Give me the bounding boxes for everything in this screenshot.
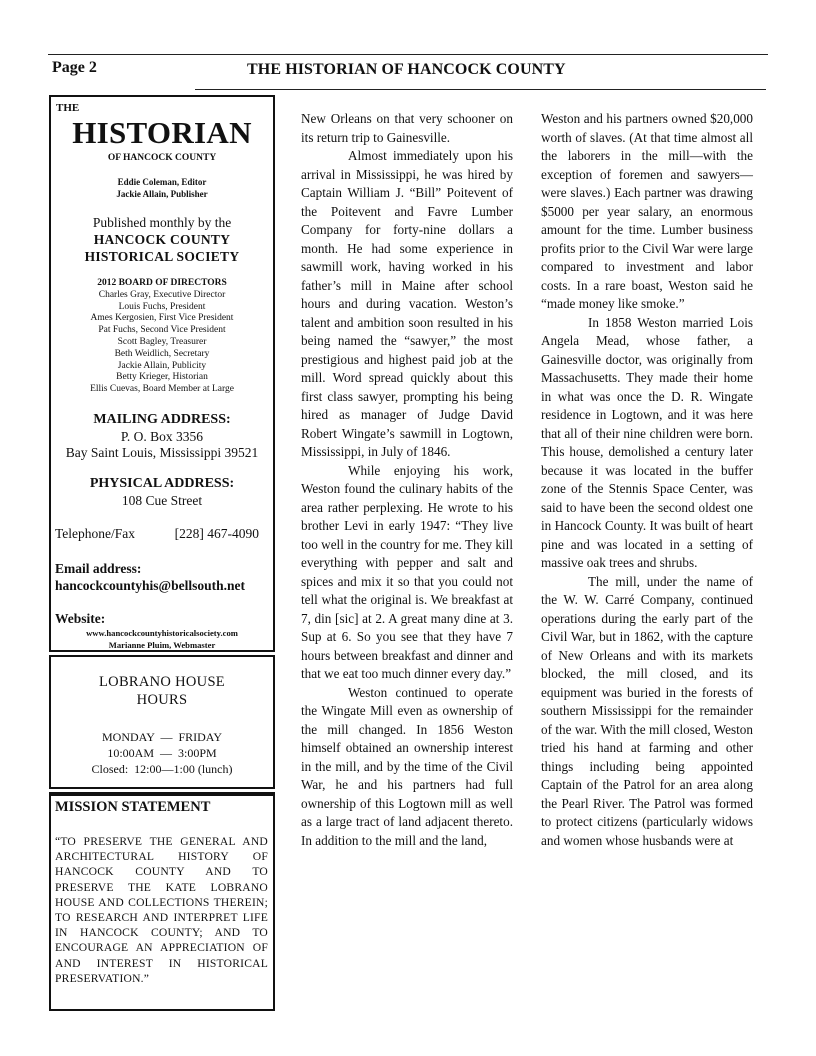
mailing-line-2: Bay Saint Louis, Mississippi 39521	[65, 445, 259, 460]
hours-closed: Closed: 12:00—1:00 (lunch)	[91, 762, 233, 776]
published-by: Published monthly by the	[92, 215, 232, 230]
article-paragraph: The mill, under the name of the W. W. Carré Company, continued operations during the early part of the Civil War, but in 1862, with the capture of New Orleans and with its markets blocked, the mill closed, and its equipment was buried in the forests of southern Mississippi for the remainder of the war. With the mill closed, Weston tried his hand at farming and other things including being appointed Captain of the Patrol for an area along the Pearl River. The Patrol was formed to protect citizens (particularly widows and women whose husbands were at	[541, 573, 753, 848]
publisher-line: Jackie Allain, Publisher	[116, 188, 208, 199]
board-member: Beth Weidlich, Secretary	[114, 348, 210, 359]
page-number: Page 2	[52, 59, 97, 76]
board-heading: 2012 BOARD OF DIRECTORS	[97, 278, 227, 288]
article-column-2	[541, 110, 753, 850]
mailing-address	[51, 412, 273, 462]
board-member: Ames Kergosien, First Vice President	[90, 313, 234, 324]
email-block	[55, 561, 273, 594]
board-member: Betty Krieger, Historian	[116, 372, 208, 383]
header-rule-top	[48, 54, 768, 55]
editor-line: Eddie Coleman, Editor	[117, 177, 207, 187]
society-line-2: HISTORICAL SOCIETY	[84, 249, 240, 264]
physical-heading: PHYSICAL ADDRESS:	[89, 476, 235, 491]
telephone-row	[55, 526, 267, 542]
webmaster-line: Marianne Pluim, Webmaster	[108, 640, 216, 650]
article-column-1	[301, 110, 513, 850]
board-member: Louis Fuchs, President	[118, 301, 206, 312]
masthead-subtitle: OF HANCOCK COUNTY	[107, 153, 217, 163]
website-block	[51, 627, 273, 651]
telephone-label: Telephone/Fax	[55, 526, 136, 541]
telephone-value: [228] 467-4090	[174, 526, 259, 541]
hours-title-line-2: HOURS	[136, 692, 188, 708]
physical-line-1: 108 Cue Street	[121, 492, 203, 508]
email-heading: Email address:	[55, 561, 142, 576]
masthead-box	[49, 95, 275, 652]
society-line-1: HANCOCK COUNTY	[93, 232, 231, 247]
article-paragraph: While enjoying his work, Weston found the culinary habits of the area rather perplexing. He wrote to his brother Levi in early 1947: “They live too well in the country for me. They kill everything with pepper and salt and spices and mix it so that you could not tell what the original is. We breakfast at 7, din [sic] at 2. A great many dine at 3. Sup at 6. So you see that they have 7 hours between breakfast and dinner and that we eat too much dinner every day.”	[301, 462, 513, 681]
article-paragraph: New Orleans on that very schooner on its return trip to Gainesville.	[301, 111, 513, 145]
article-paragraph: Weston continued to operate the Wingate Mill even as ownership of the mill changed. In 1856 Weston himself obtained an ownership interest in the mill, and by the time of the Civil War, he and his partners had full ownership of this Logtown mill as well as a large tract of land adjacent thereto. In addition to the mill and the land,	[301, 684, 513, 848]
email-address-link[interactable]: hancockcountyhis@bellsouth.net	[55, 577, 245, 593]
hours-details	[51, 729, 273, 777]
mailing-line-1: P. O. Box 3356	[120, 428, 204, 444]
website-heading: Website:	[55, 611, 106, 626]
physical-address	[51, 476, 273, 509]
hours-days: MONDAY — FRIDAY	[101, 730, 223, 744]
board-member: Ellis Cuevas, Board Member at Large	[90, 384, 234, 395]
masthead-the: THE	[56, 102, 80, 114]
board-member: Jackie Allain, Publicity	[117, 360, 207, 371]
mailing-heading: MAILING ADDRESS:	[93, 412, 231, 427]
mission-box	[49, 792, 275, 1011]
mission-heading: MISSION STATEMENT	[55, 799, 211, 815]
board-member: Charles Gray, Executive Director	[98, 289, 226, 300]
running-title: THE HISTORIAN OF HANCOCK COUNTY	[247, 61, 566, 78]
article-paragraph: In 1858 Weston married Lois Angela Mead, whose father, a Gainesville doctor, was originally from Massachusetts. They made their home in what was once the D. R. Wingate residence in Logtown, and it was here that all of their nine children were born. This house, demolished a century later because it was located in the buffer zone of the Stennis Space Center, was said to have been the second oldest one in Hancock County. It was built of heart pine and was located in a setting of massive oak trees and shrubs.	[541, 314, 753, 570]
article-paragraph: Almost immediately upon his arrival in Mississippi, he was hired by Captain William J. “Bill” Poitevent of the Poitevent and Favre Lumber Company for forty-nine dollars a month. He had some experience in sawmill work, having worked in his father’s mill in Maine after school hours and during vacation. Weston’s talent and ambition soon resulted in his being named the “sawyer,” the most prestigious and highest paid job at the mill. Word spread quickly about this first class sawyer, prompting his being hired as manager of Judge David Robert Wingate’s sawmill in Logtown, Mississippi, in July of 1846.	[301, 148, 513, 459]
masthead-staff	[51, 177, 273, 200]
hours-time: 10:00AM — 3:00PM	[107, 746, 217, 760]
publisher-block	[51, 214, 273, 265]
board-member: Scott Bagley, Treasurer	[117, 336, 207, 347]
mission-text: “TO PRESERVE THE GENERAL AND ARCHITECTURAL HISTORY OF HANCOCK COUNTY AND TO PRESERVE THE KATE LOBRANO HOUSE AND COLLECTIONS THEREIN; TO RESEARCH AND INTERPRET LIFE IN HANCOCK COUNTY; AND TO ENCOURAGE AN APPRECIATION OF AND INTEREST IN HISTORICAL PRESERVATION.”	[55, 835, 268, 985]
masthead-title: HISTORIAN	[72, 115, 252, 150]
article-paragraph: Weston and his partners owned $20,000 worth of slaves. (At that time almost all the laborers in the mill—with the exception of foremen and sawyers—were slaves.) Each partner was drawing $5000 per year salary, an enormous amount for the time. Lumber business profits prior to the Civil War were large compared to investment and labor costs. In a rare boast, Weston said he “made money like smoke.”	[541, 111, 753, 311]
hours-title	[51, 673, 273, 709]
hours-title-line-1: LOBRANO HOUSE	[99, 674, 225, 690]
header-rule-bottom	[195, 89, 766, 90]
hours-box	[49, 655, 275, 789]
board-of-directors	[51, 278, 273, 396]
board-member: Pat Fuchs, Second Vice President	[98, 325, 226, 336]
website-link[interactable]: www.hancockcountyhistoricalsociety.com	[86, 628, 238, 638]
